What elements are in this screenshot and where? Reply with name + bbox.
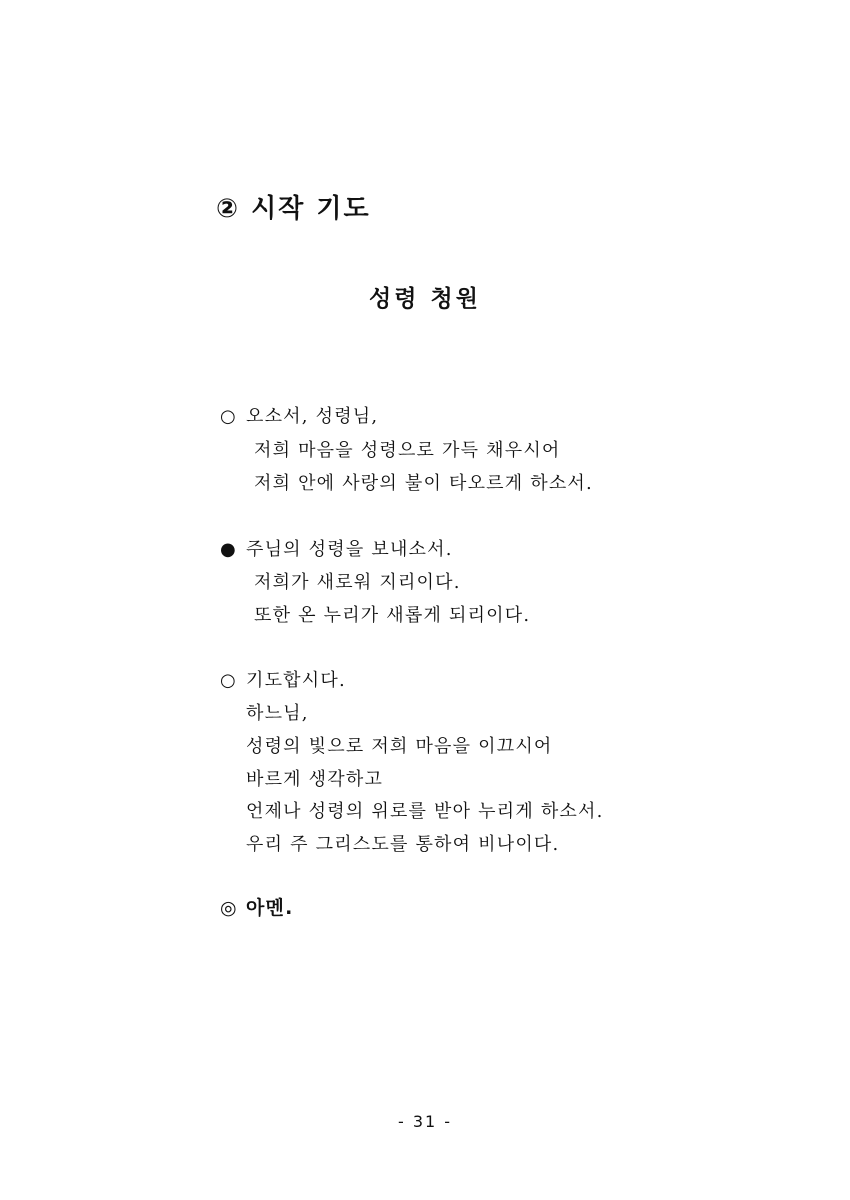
prayer-line: 성령의 빛으로 저희 마음을 이끄시어 — [246, 736, 553, 757]
prayer-line: ○ 오소서, 성령님, — [220, 406, 379, 427]
prayer-line: ○ 기도합시다. — [220, 670, 346, 691]
filled-circle-marker: ● — [220, 539, 237, 560]
open-circle-marker: ○ — [220, 670, 237, 691]
prayer-line: 바르게 생각하고 — [246, 769, 384, 790]
prayer-line: 언제나 성령의 위로를 받아 누리게 하소서. — [246, 801, 604, 822]
prayer-title: 성령 청원 — [369, 286, 481, 312]
prayer-line: 저희 마음을 성령으로 가득 채우시어 — [254, 440, 561, 461]
double-circle-marker: ◎ — [220, 897, 238, 919]
prayer-line: 저희가 새로워 지리이다. — [254, 572, 461, 593]
amen-line: ◎ 아멘. — [220, 897, 294, 919]
section-title: ② 시작 기도 — [216, 194, 371, 224]
prayer-line: 우리 주 그리스도를 통하여 비나이다. — [246, 834, 560, 855]
prayer-line: 저희 안에 사랑의 불이 타오르게 하소서. — [254, 473, 593, 494]
page-number: - 31 - — [397, 1112, 453, 1131]
prayer-line: ● 주님의 성령을 보내소서. — [220, 539, 453, 560]
prayer-line: 하느님, — [246, 703, 309, 724]
open-circle-marker: ○ — [220, 406, 237, 427]
prayer-line: 또한 온 누리가 새롭게 되리이다. — [254, 605, 531, 626]
